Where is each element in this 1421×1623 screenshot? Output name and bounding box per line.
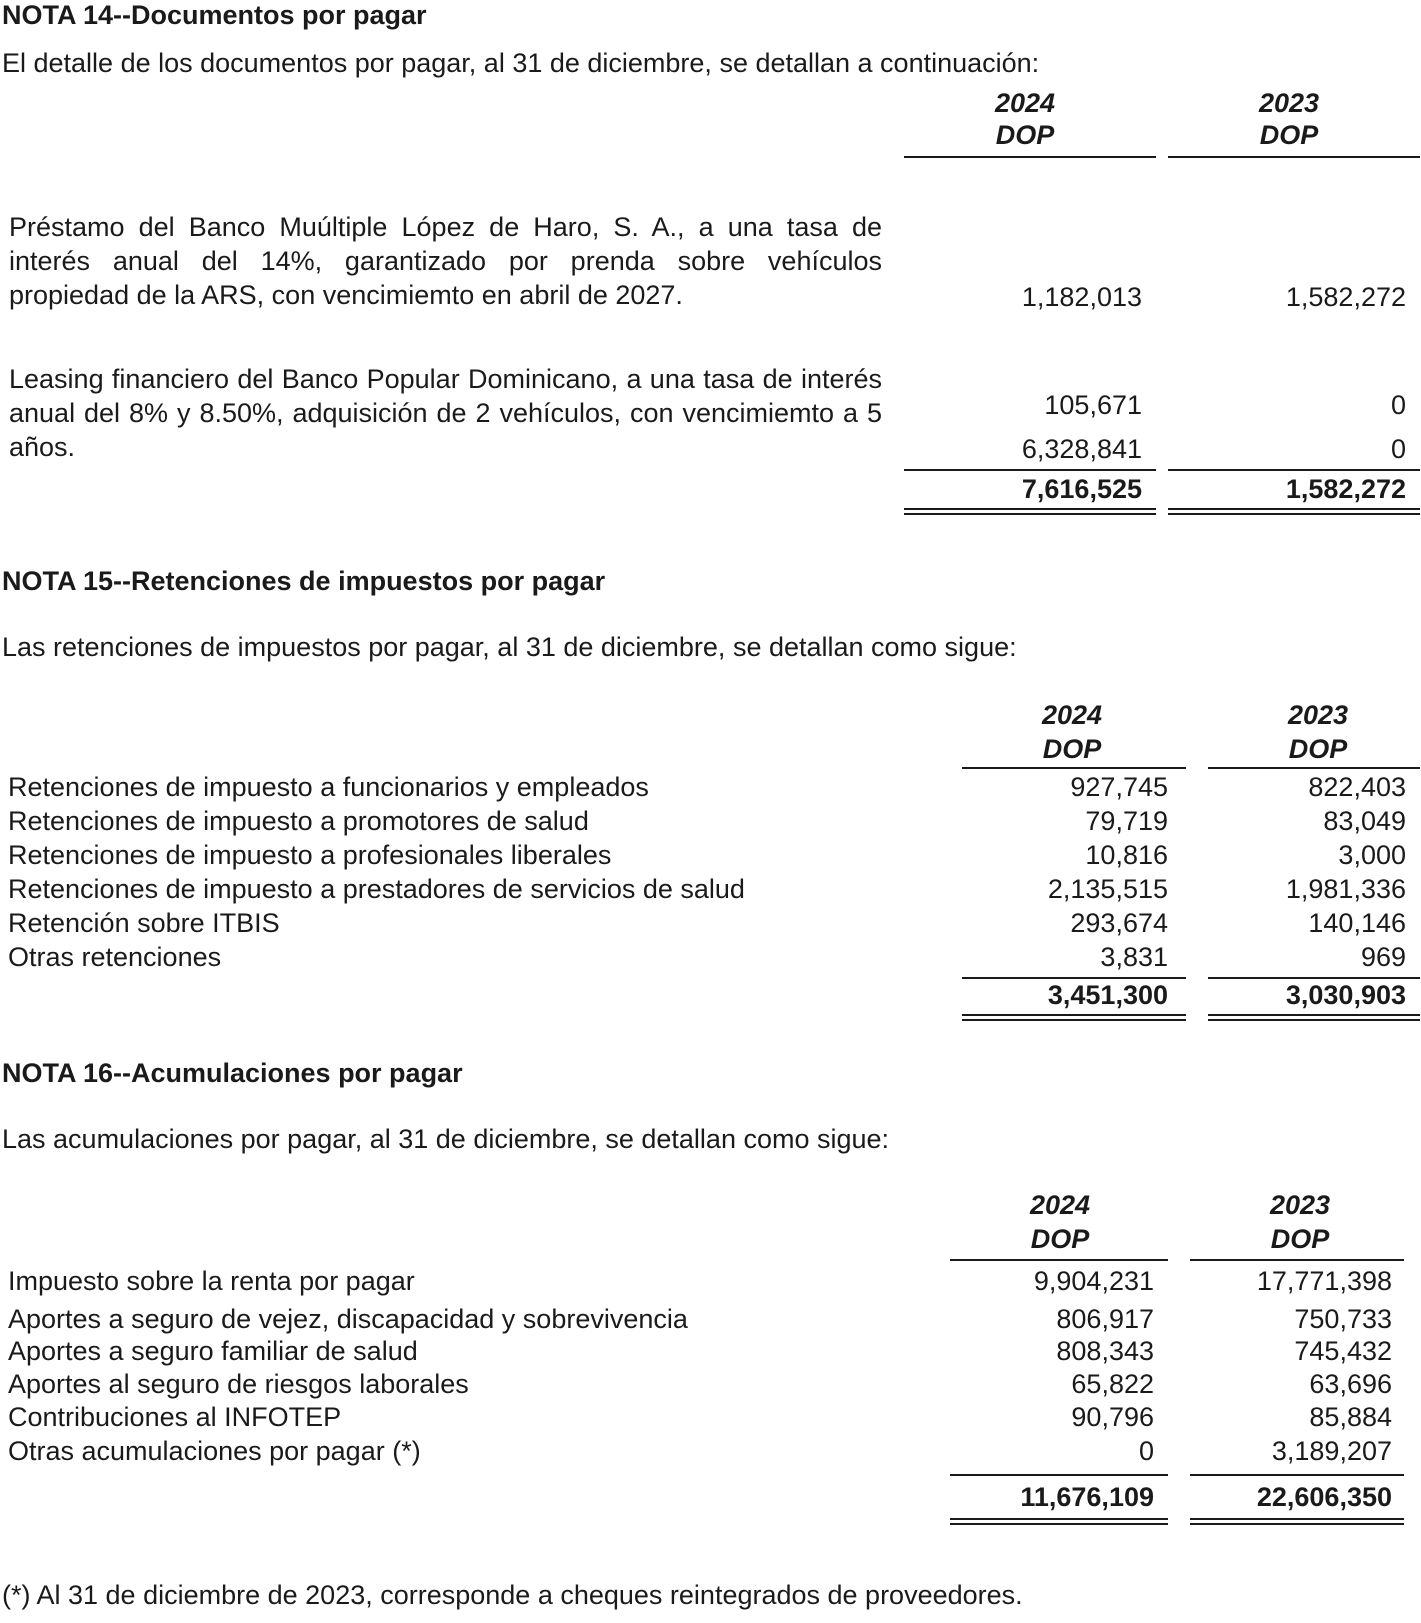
nota15-total-double-rule-2024 (962, 1014, 1186, 1021)
nota15-row-5-2024: 293,674 (1070, 908, 1168, 938)
nota15-title: NOTA 15--Retenciones de impuestos por pagar (2, 566, 606, 596)
nota14-total-2024: 7,616,525 (1021, 474, 1142, 504)
nota14-total-double-rule-2024 (904, 508, 1156, 515)
nota14-item-1-2023: 1,582,272 (1285, 282, 1406, 312)
nota15-col-2023-underline (1208, 767, 1420, 769)
nota14-item-1-2024: 1,182,013 (1021, 282, 1142, 312)
nota16-row-3-2024: 808,343 (1056, 1336, 1154, 1366)
nota14-item-2-2024-b: 6,328,841 (1021, 434, 1142, 464)
nota16-title: NOTA 16--Acumulaciones por pagar (2, 1058, 463, 1088)
nota14-subtotal-rule-2023 (1168, 469, 1420, 471)
nota16-row-1-2023: 17,771,398 (1256, 1266, 1392, 1296)
nota14-item-2-2024-a: 105,671 (1044, 390, 1142, 420)
nota16-subtotal-rule-2024 (950, 1474, 1168, 1476)
nota16-col-2024-underline (950, 1259, 1168, 1261)
nota16-col-2024-year: 2024 (1029, 1190, 1091, 1220)
nota16-row-2-label: Aportes a seguro de vejez, discapacidad y sobrevivencia (8, 1304, 688, 1334)
nota14-item-1-description: Préstamo del Banco Muúltiple López de Haro, S. A., a una tasa de interés anual del 14%, garantizado por prenda sobre vehículos propiedad de la ARS, con vencimiemto en abril de 2027. (9, 212, 882, 310)
nota16-row-2-2024: 806,917 (1056, 1304, 1154, 1334)
nota14-item-2-2023-b: 0 (1390, 434, 1406, 464)
nota16-row-3-2023: 745,432 (1294, 1336, 1392, 1366)
nota15-subtotal-rule-2024 (962, 977, 1186, 979)
nota15-row-2-label: Retenciones de impuesto a promotores de salud (8, 806, 589, 836)
nota15-row-6-label: Otras retenciones (8, 942, 222, 972)
nota14-total-double-rule-2023 (1168, 508, 1420, 515)
nota15-row-3-2023: 3,000 (1338, 840, 1406, 870)
nota16-row-3-label: Aportes a seguro familiar de salud (8, 1336, 418, 1366)
nota15-col-2023-currency: DOP (1288, 734, 1348, 764)
nota14-col-2023-currency: DOP (1259, 120, 1319, 150)
nota16-col-2023-underline (1190, 1259, 1404, 1261)
nota16-row-5-label: Contribuciones al INFOTEP (8, 1402, 342, 1432)
nota15-total-2024: 3,451,300 (1047, 980, 1168, 1010)
nota16-row-4-2023: 63,696 (1309, 1369, 1392, 1399)
nota15-subtotal-rule-2023 (1208, 977, 1420, 979)
nota14-title: NOTA 14--Documentos por pagar (2, 0, 427, 30)
nota15-row-2-2023: 83,049 (1323, 806, 1406, 836)
nota14-col-2023-year: 2023 (1258, 88, 1320, 118)
nota15-col-2024-year: 2024 (1041, 700, 1103, 730)
nota16-total-double-rule-2024 (950, 1518, 1168, 1525)
nota16-row-1-2024: 9,904,231 (1033, 1266, 1154, 1296)
nota14-col-2024-currency: DOP (995, 120, 1055, 150)
nota15-col-2024-underline (962, 767, 1186, 769)
nota16-col-2024-currency: DOP (1030, 1224, 1090, 1254)
nota15-row-4-2024: 2,135,515 (1047, 874, 1168, 904)
nota16-col-2023-currency: DOP (1270, 1224, 1330, 1254)
nota14-item-2-2023-a: 0 (1390, 390, 1406, 420)
nota16-row-1-label: Impuesto sobre la renta por pagar (8, 1266, 415, 1296)
nota15-row-4-2023: 1,981,336 (1285, 874, 1406, 904)
nota16-total-2024: 11,676,109 (1020, 1482, 1154, 1512)
nota16-row-4-2024: 65,822 (1071, 1369, 1154, 1399)
nota16-col-2023-year: 2023 (1269, 1190, 1331, 1220)
nota16-row-6-label: Otras acumulaciones por pagar (*) (8, 1436, 421, 1466)
nota16-row-2-2023: 750,733 (1294, 1304, 1392, 1334)
nota16-intro: Las acumulaciones por pagar, al 31 de diciembre, se detallan como sigue: (2, 1124, 890, 1154)
nota15-row-3-label: Retenciones de impuesto a profesionales liberales (8, 840, 612, 870)
footnote: (*) Al 31 de diciembre de 2023, corresponde a cheques reintegrados de proveedores. (2, 1580, 1023, 1610)
nota14-subtotal-rule-2024 (904, 469, 1156, 471)
nota16-row-4-label: Aportes al seguro de riesgos laborales (8, 1369, 469, 1399)
nota16-row-6-2023: 3,189,207 (1271, 1436, 1392, 1466)
nota15-total-2023: 3,030,903 (1285, 980, 1406, 1010)
nota15-row-1-2024: 927,745 (1070, 772, 1168, 802)
nota14-col-2023-underline (1168, 156, 1420, 158)
nota15-col-2024-currency: DOP (1042, 734, 1102, 764)
nota15-row-5-label: Retención sobre ITBIS (8, 908, 280, 938)
nota16-row-5-2024: 90,796 (1071, 1402, 1154, 1432)
nota14-col-2024-year: 2024 (994, 88, 1056, 118)
nota15-row-1-label: Retenciones de impuesto a funcionarios y empleados (8, 772, 649, 802)
nota15-row-1-2023: 822,403 (1308, 772, 1406, 802)
nota16-total-double-rule-2023 (1190, 1518, 1404, 1525)
nota14-intro: El detalle de los documentos por pagar, al 31 de diciembre, se detallan a continuación: (2, 48, 1040, 78)
nota15-row-6-2023: 969 (1360, 942, 1406, 972)
nota15-row-3-2024: 10,816 (1085, 840, 1168, 870)
nota15-col-2023-year: 2023 (1287, 700, 1349, 730)
nota15-row-6-2024: 3,831 (1100, 942, 1168, 972)
nota15-total-double-rule-2023 (1208, 1014, 1420, 1021)
nota16-total-2023: 22,606,350 (1256, 1482, 1392, 1512)
nota15-row-5-2023: 140,146 (1308, 908, 1406, 938)
nota15-row-2-2024: 79,719 (1085, 806, 1168, 836)
nota15-intro: Las retenciones de impuestos por pagar, al 31 de diciembre, se detallan como sigue: (2, 632, 1017, 662)
nota16-subtotal-rule-2023 (1190, 1474, 1404, 1476)
nota16-row-5-2023: 85,884 (1309, 1402, 1392, 1432)
nota14-item-2-description: Leasing financiero del Banco Popular Dominicano, a una tasa de interés anual del 8% y 8.50%, adquisición de 2 vehículos, con vencimiemto a 5 años. (9, 364, 882, 462)
nota16-row-6-2024: 0 (1138, 1436, 1154, 1466)
nota15-row-4-label: Retenciones de impuesto a prestadores de servicios de salud (8, 874, 745, 904)
nota14-total-2023: 1,582,272 (1285, 474, 1406, 504)
nota14-col-2024-underline (904, 156, 1156, 158)
